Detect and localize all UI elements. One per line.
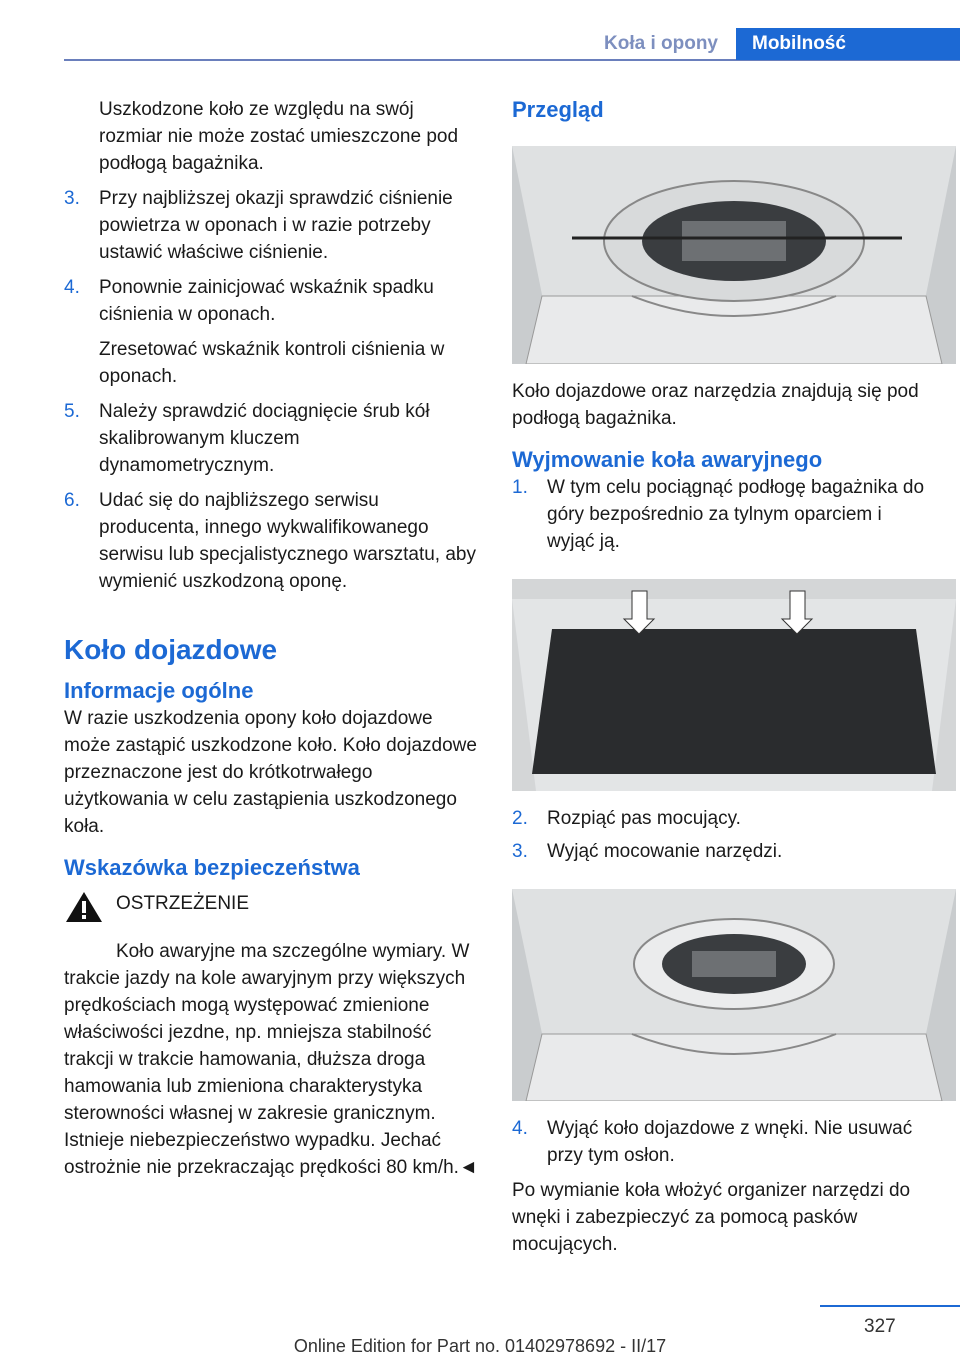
- step-number: 4.: [512, 1118, 528, 1139]
- step-text: W tym celu pociągnąć podłogę bagażnika do góry bezpośrednio za tylnym oparciem i wyjąć ją.: [547, 477, 925, 552]
- step-item: [512, 474, 932, 555]
- step-item: [64, 487, 480, 595]
- step-text: Wyjąć mocowanie narzędzi.: [547, 841, 783, 862]
- step-item: [512, 838, 932, 865]
- subheading-removal: Wyjmowanie koła awaryjnego: [512, 447, 823, 472]
- left-column: [64, 96, 480, 1181]
- trunk-spare-wheel-image: [512, 146, 956, 364]
- subheading-safety: Wskazówka bezpieczeństwa: [64, 855, 360, 880]
- subheading-general: Informacje ogólne: [64, 678, 254, 703]
- warning-icon: [64, 890, 116, 932]
- step-item: [64, 274, 480, 390]
- right-column: [512, 96, 932, 1258]
- step-text: Przy najbliższej okazji sprawdzić ciśnienie powietrza w oponach i w razie potrzeby ustawić właściwe ciśnienie.: [99, 188, 453, 263]
- step-item: [64, 398, 480, 479]
- step-text-main: Ponownie zainicjować wskaźnik spadku ciśnienia w oponach.: [99, 277, 434, 325]
- trunk-tool-holder-image: [512, 889, 956, 1101]
- section-heading: Koło dojazdowe: [64, 634, 278, 665]
- trunk-floor-lift-image: [512, 579, 956, 791]
- step-text: [99, 274, 480, 390]
- step-text: Należy sprawdzić dociągnięcie śrub kół skalibrowanym kluczem dynamometrycznym.: [99, 401, 430, 476]
- footer-edition: Online Edition for Part no. 01402978692 - II/17: [293, 1336, 667, 1356]
- step-number: 2.: [512, 808, 528, 829]
- warning-block: [64, 890, 480, 932]
- step-text: Udać się do najbliższego serwisu producenta, innego wykwalifikowanego serwisu lub specjalistycznego warsztatu, aby wymienić uszkodzoną oponę.: [99, 490, 477, 592]
- warning-text: Koło awaryjne ma szczególne wymiary. W trakcie jazdy na kole awaryjnym przy większych prędkościach mogą występować zmienione właściwości jezdne, np. mniejsza stabilność trakcji w trakcie hamowania, dłuższa droga hamowania lub zmieniona charakterystyka sterowności własnej w zakresie granicznym. Istnieje niebezpieczeństwo wypadku. Jechać ostrożnie nie przekraczając prędkości 80 km/h.◄: [64, 941, 478, 1178]
- step-number: 1.: [512, 477, 528, 498]
- step-text-extra: Zresetować wskaźnik kontroli ciśnienia w oponach.: [99, 339, 445, 387]
- step-number: 3.: [64, 188, 80, 209]
- closing-paragraph: Po wymianie koła włożyć organizer narzędzi do wnęki i zabezpieczyć za pomocą pasków mocujących.: [512, 1180, 911, 1255]
- header-section-title: Koła i opony: [604, 33, 718, 54]
- step-text: Wyjąć koło dojazdowe z wnęki. Nie usuwać przy tym osłon.: [547, 1118, 913, 1166]
- page-number: 327: [864, 1316, 896, 1337]
- warning-label: OSTRZEŻENIE: [116, 893, 250, 914]
- step-text: Rozpiąć pas mocujący.: [547, 808, 741, 829]
- step-item: [512, 805, 932, 832]
- overview-caption: Koło dojazdowe oraz narzędzia znajdują się pod podłogą bagażnika.: [512, 381, 919, 429]
- step-number: 4.: [64, 277, 80, 298]
- footer-rule: [820, 1305, 960, 1307]
- step-number: 3.: [512, 841, 528, 862]
- intro-paragraph: Uszkodzone koło ze względu na swój rozmiar nie może zostać umieszczone pod podłogą bagażnika.: [99, 99, 459, 174]
- step-item: [64, 185, 480, 266]
- step-number: 6.: [64, 490, 80, 511]
- step-number: 5.: [64, 401, 80, 422]
- general-paragraph: W razie uszkodzenia opony koło dojazdowe może zastąpić uszkodzone koło. Koło dojazdowe przeznaczone jest do krótkotrwałego użytkowania w celu zastąpienia uszkodzonego koła.: [64, 708, 477, 837]
- step-item: [512, 1115, 932, 1169]
- header-chapter-tab: Mobilność: [736, 28, 960, 60]
- subheading-overview: Przegląd: [512, 97, 604, 122]
